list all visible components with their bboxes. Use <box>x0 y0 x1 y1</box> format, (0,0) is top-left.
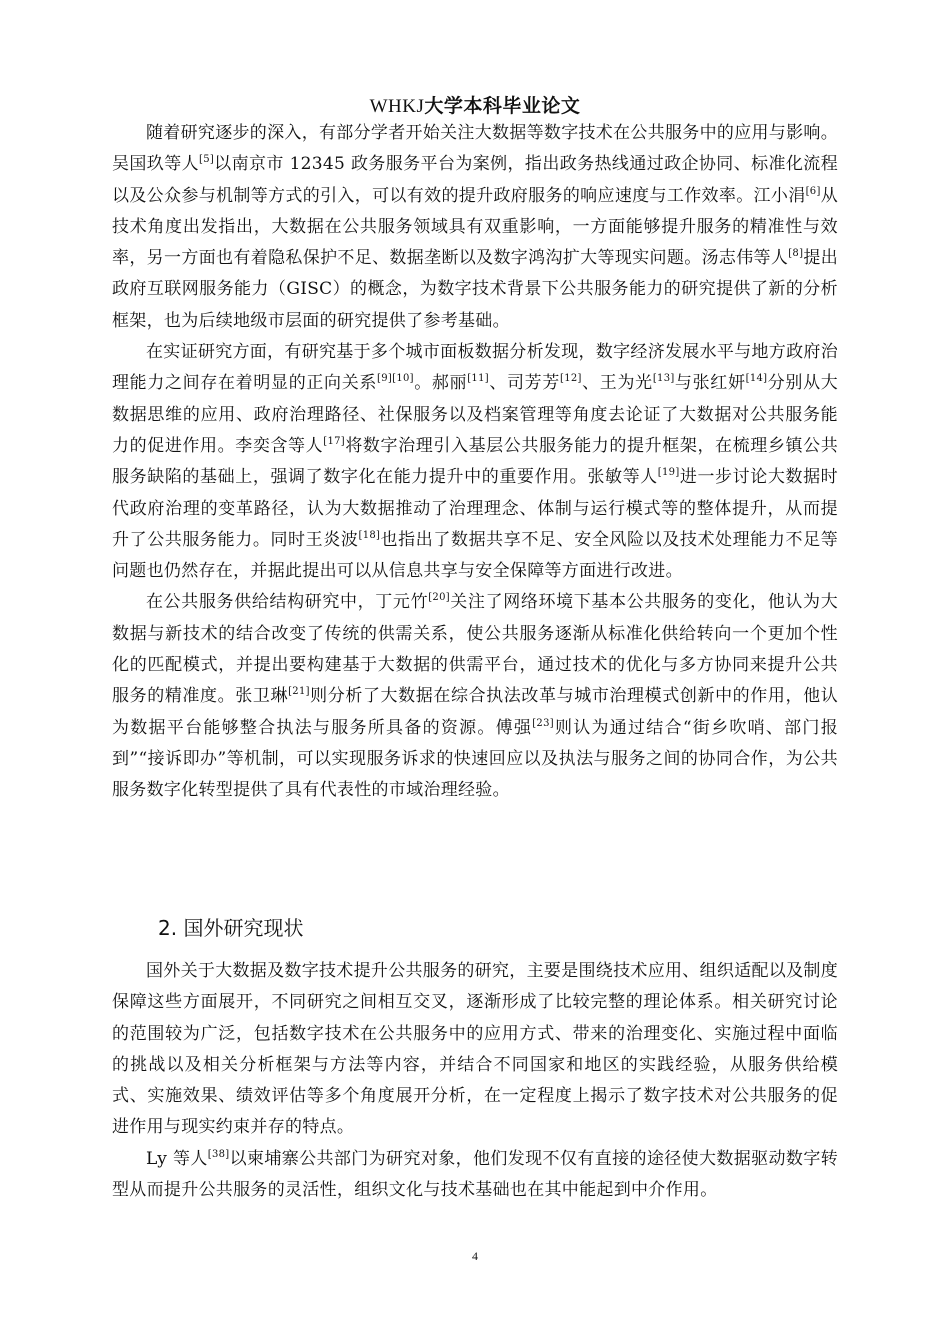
citation-ref: [19] <box>657 467 680 479</box>
body-block-foreign <box>112 956 838 1206</box>
citation-ref: [5] <box>199 154 215 166</box>
paragraph <box>112 337 838 587</box>
running-header <box>0 94 950 119</box>
paragraph <box>112 956 838 1144</box>
citation-ref: [13] <box>652 373 675 385</box>
paragraph-text: 、王为光 <box>581 373 653 394</box>
header-abbr: WHKJ <box>369 96 425 117</box>
paragraph <box>112 118 838 337</box>
paragraph-text: 。郝丽 <box>413 373 468 394</box>
header-title: 大学本科毕业论文 <box>424 95 581 117</box>
paragraph-text: 在实证研究方面，有研究基于多个城市面板数据分析发现，数字经济发展水平与地方政府治理能力之间存在着明显的正向关系 <box>112 342 838 394</box>
citation-ref: [12] <box>560 373 582 385</box>
citation-ref: [11] <box>467 373 489 385</box>
paragraph-text: Ly 等人 <box>146 1148 208 1169</box>
paragraph-text: 从技术角度出发指出，大数据在公共服务领域具有双重影响，一方面能够提升服务的精准性与效率，另一方面也有着隐私保护不足、数据垄断以及数字鸿沟扩大等现实问题。汤志伟等人 <box>112 185 838 269</box>
paragraph-text: 则分析了大数据在综合执法改革与城市治理模式创新中的作用，他认为数据平台能够整合执法与服务所具备的资源。傅强 <box>112 686 839 738</box>
paragraph-text: 提出政府互联网服务能力（GISC）的概念，为数字技术背景下公共服务能力的研究提供了新的分析框架，也为后续地级市层面的研究提供了参考基础。 <box>112 248 838 331</box>
paragraph-text: 、司芳芳 <box>488 373 561 394</box>
paragraph-text: 与张红妍 <box>674 373 746 394</box>
citation-ref: [8] <box>788 248 804 260</box>
paragraph-text: 在公共服务供给结构研究中，丁元竹 <box>146 592 429 613</box>
citation-ref: [9][10] <box>377 373 414 385</box>
citation-ref: [6] <box>805 185 821 197</box>
citation-ref: [17] <box>323 435 346 447</box>
paragraph-text: 以柬埔寨公共部门为研究对象，他们发现不仅有直接的途径使大数据驱动数字转型从而提升公共服务的灵活性，组织文化与技术基础也在其中能起到中介作用。 <box>112 1148 839 1201</box>
paragraph-text: 以南京市 12345 政务服务平台为案例，指出政务热线通过政企协同、标准化流程以及公众参与机制等方式的引入，可以有效的提升政府服务的响应速度与工作效率。江小涓 <box>112 154 839 206</box>
paragraph-text: 将数字治理引入基层公共服务能力的提升框架，在梳理乡镇公共服务缺陷的基础上，强调了数字化在能力提升中的重要作用。张敏等人 <box>112 435 838 488</box>
citation-ref: [14] <box>745 373 768 385</box>
citation-ref: [21] <box>288 686 310 698</box>
paragraph-text: 随着研究逐步的深入，有部分学者开始关注大数据等数字技术在公共服务中的应用与影响。吴国玖等人 <box>112 123 838 175</box>
citation-ref: [23] <box>532 717 554 729</box>
paragraph-text: 也指出了数据共享不足、安全风险以及技术处理能力不足等问题也仍然存在，并据此提出可以从信息共享与安全保障等方面进行改进。 <box>112 529 838 582</box>
paragraph-text: 则认为通过结合“街乡吹哨、部门报到”“接诉即办”等机制，可以实现服务诉求的快速回应以及执法与服务之间的协同合作，为公共服务数字化转型提供了具有代表性的市域治理经验。 <box>112 717 838 801</box>
citation-ref: [38] <box>207 1148 230 1160</box>
paragraph-text: 分别从大数据思维的应用、政府治理路径、社保服务以及档案管理等角度去论证了大数据对公共服务能力的促进作用。李奕含等人 <box>112 373 839 456</box>
page-number: 4 <box>472 1249 478 1263</box>
paragraph-text: 关注了网络环境下基本公共服务的变化，他认为大数据与新技术的结合改变了传统的供需关系，使公共服务逐渐从标准化供给转向一个更加个性化的匹配模式，并提出要构建基于大数据的供需平台，通过技术的优化与多方协同来提升公共服务的精准度。张卫琳 <box>112 592 838 707</box>
paragraph <box>112 1144 838 1207</box>
body-block-domestic <box>112 118 838 807</box>
paragraph-text: 国外关于大数据及数字技术提升公共服务的研究，主要是围绕技术应用、组织适配以及制度保障这些方面展开，不同研究之间相互交叉，逐渐形成了比较完整的理论体系。相关研究讨论的范围较为广泛，包括数字技术在公共服务中的应用方式、带来的治理变化、实施过程中面临的挑战以及相关分析框架与方法等内容，并结合不同国家和地区的实践经验，从服务供给模式、实施效果、绩效评估等多个角度展开分析，在一定程度上揭示了数字技术对公共服务的促进作用与现实约束并存的特点。 <box>112 961 838 1138</box>
paragraph-text: 进一步讨论大数据时代政府治理的变革路径，认为大数据推动了治理理念、体制与运行模式等的整体提升，从而提升了公共服务能力。同时王炎波 <box>112 467 838 550</box>
citation-ref: [20] <box>428 592 450 604</box>
section-heading: 2. 国外研究现状 <box>158 916 304 940</box>
citation-ref: [18] <box>358 529 381 541</box>
paragraph <box>112 587 838 806</box>
